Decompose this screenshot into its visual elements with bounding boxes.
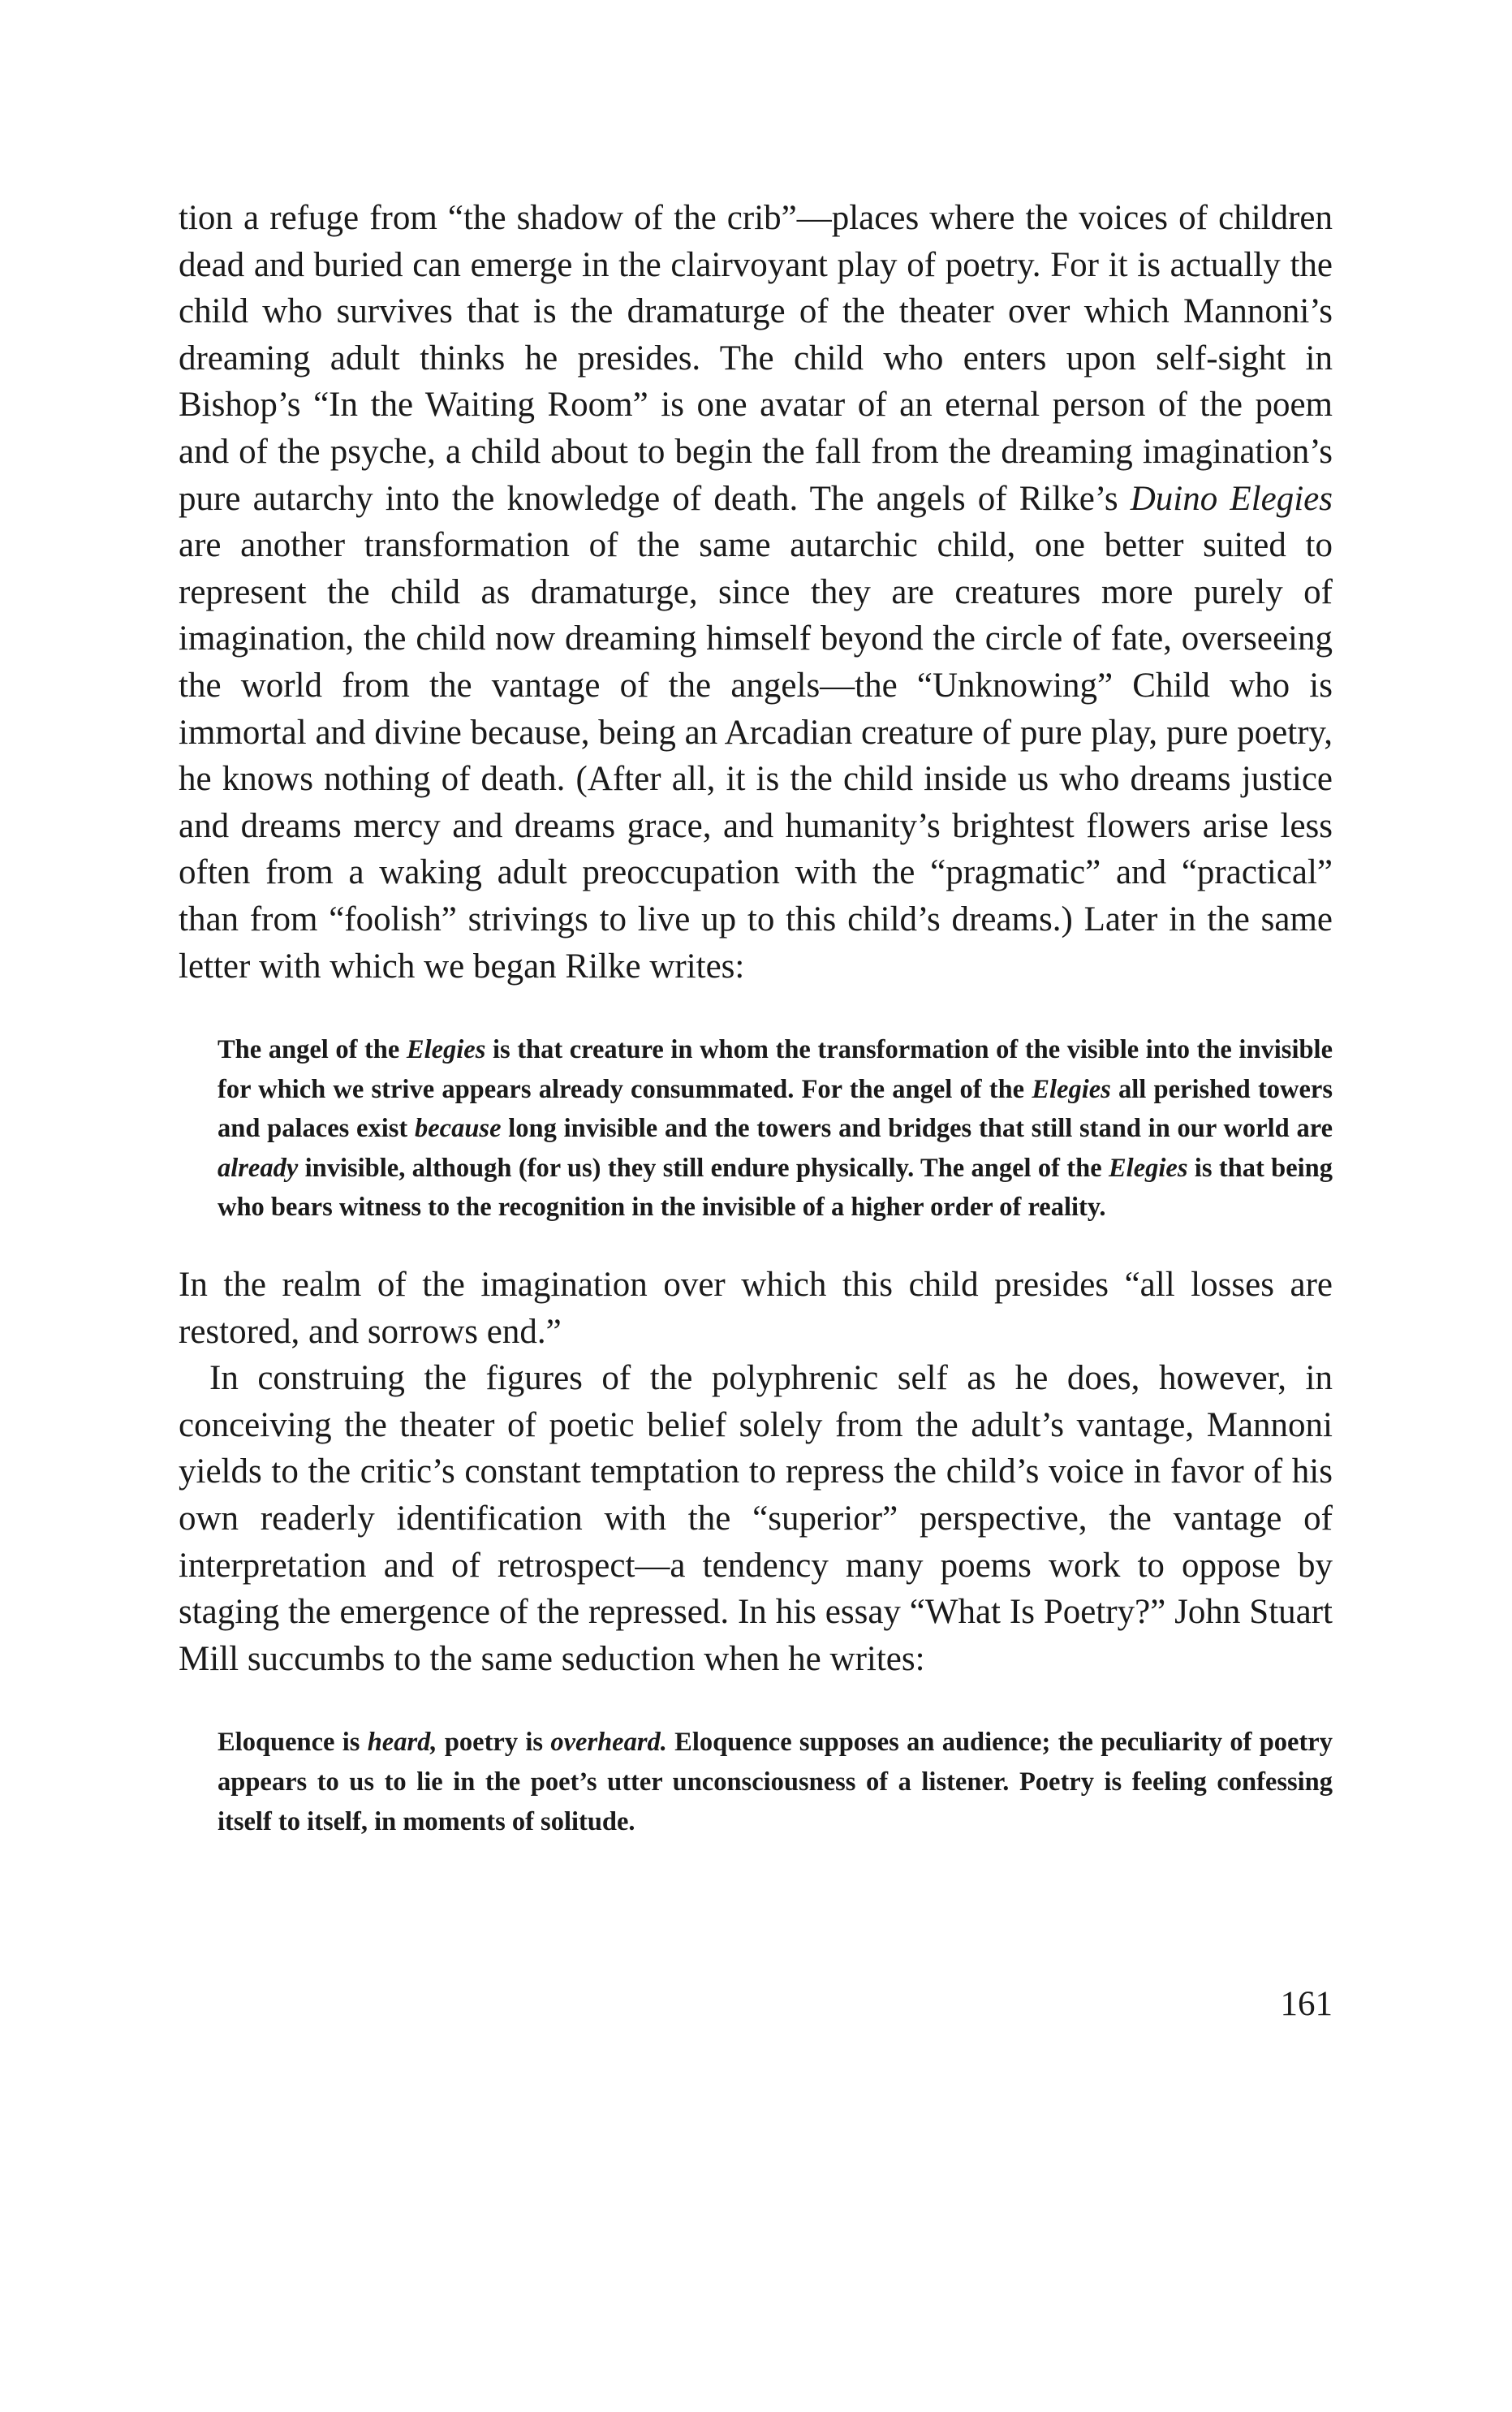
quote-1-italic: already [218, 1153, 299, 1183]
quote-1-text: invisible, although (for us) they still endure physically. The angel of the [298, 1153, 1109, 1183]
quote-2-text: Eloquence is [218, 1728, 368, 1758]
quote-1-text: all perished towers and palaces exist [218, 1074, 1333, 1144]
page-text-column [179, 195, 1333, 1875]
quote-1-text: The angel of the [218, 1035, 407, 1065]
body-paragraph-3: In construing the figures of the polyphrenic self as he does, however, in conceiving the theater of poetic belief solely from the adult’s vantage, Mannoni yields to the critic’s constant temptation to repress the child’s voice in favor of his own readerly identification with the “superior” perspective, the vantage of interpretation and of retrospect—a tendency many poems work to oppose by staging the emergence of the repressed. In his essay “What Is Poetry?” John Stuart Mill succumbs to the same seduction when he writes: [179, 1359, 1333, 1678]
page-number: 161 [1280, 1985, 1333, 2023]
body-paragraph-2: In the realm of the imagination over which this child presides “all losses are restored, and sorrows end.” [179, 1266, 1333, 1351]
quote-1-text: is that being who bears witness to the recognition in the invisible of a higher order of reality. [218, 1153, 1333, 1223]
quote-1-italic: Elegies [1032, 1074, 1111, 1104]
quote-1-italic: Elegies [1108, 1153, 1188, 1183]
quote-1-text: is that creature in whom the transformation of the visible into the invisible for which we strive appears already consummated. For the angel of the [218, 1035, 1333, 1104]
quote-1-text: long invisible and the towers and bridges that still stand in our world are [501, 1114, 1333, 1144]
mill-block-quote [218, 1723, 1333, 1841]
paragraph-1-text-continued: are another transformation of the same autarchic child, one better suited to represent the child as dramaturge, since they are creatures more purely of imagination, the child now dreaming himself beyond the circle of fate, overseeing the world from the vantage of the angels—the “Unknowing” Child who is immortal and divine because, being an Arcadian creature of pure play, pure poetry, he knows nothing of death. (After all, it is the child inside us who dreams justice and dreams mercy and dreams grace, and humanity’s brightest flowers arise less often from a waking adult preoccupation with the “pragmatic” and “practical” than from “foolish” strivings to live up to this child’s dreams.) Later in the same letter with which we began Rilke writes: [179, 526, 1333, 986]
quote-2-italic: heard, [367, 1728, 437, 1758]
body-paragraph-1 [179, 195, 1333, 990]
quote-1-italic: Elegies [406, 1035, 486, 1065]
quote-2-text: Eloquence supposes an audience; the peculiarity of poetry appears to us to lie in the poet’s utter unconsciousness of a listener. Poetry is feeling confessing itself to itself, in moments of solitude. [218, 1728, 1333, 1836]
quote-1-italic: because [415, 1114, 502, 1144]
quote-2-text: poetry is [437, 1728, 551, 1758]
quote-2-italic: overheard. [550, 1728, 667, 1758]
duino-elegies-title: Duino Elegies [1130, 479, 1333, 518]
rilke-block-quote [218, 1030, 1333, 1228]
paragraph-1-text: tion a refuge from “the shadow of the crib”—places where the voices of children dead and buried can emerge in the clairvoyant play of poetry. For it is actually the child who survives that is the dramaturge of the theater over which Mannoni’s dreaming adult thinks he presides. The child who enters upon self-sight in Bishop’s “In the Waiting Room” is one avatar of an eternal person of the poem and of the psyche, a child about to begin the fall from the dreaming imagination’s pure autarchy into the knowledge of death. The angels of Rilke’s [179, 199, 1333, 518]
